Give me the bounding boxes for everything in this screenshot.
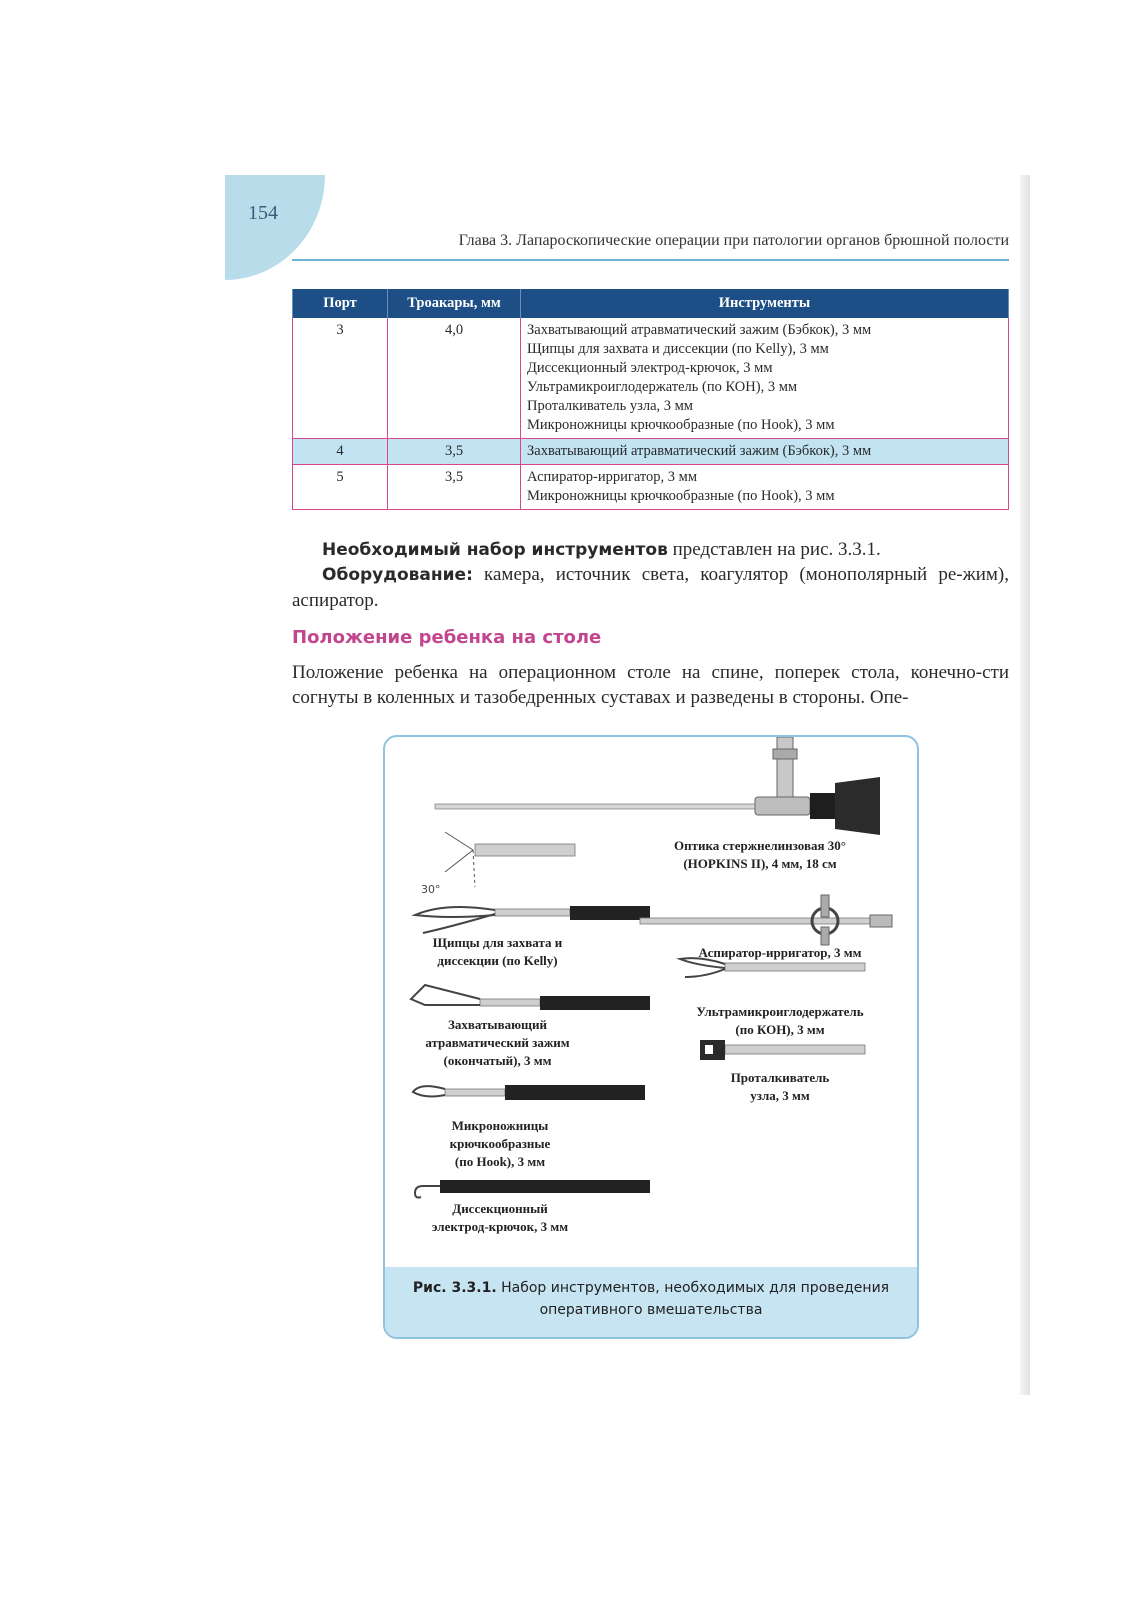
caption-text: Набор инструментов, необходимых для проведения оперативного вмешательства bbox=[496, 1280, 890, 1318]
page-number-tab bbox=[225, 175, 325, 280]
col-header-trocar: Троакары, мм bbox=[388, 289, 521, 318]
instrument-item: Микроножницы крючкообразные (по Hook), 3 мм bbox=[527, 417, 835, 433]
table-row bbox=[293, 318, 1009, 439]
label-aspirator-irrigator: Аспиратор-ирригатор, 3 мм bbox=[698, 945, 862, 960]
aspirator-irrigator-image bbox=[640, 895, 892, 945]
cell-instruments bbox=[521, 439, 1009, 465]
instrument-item: Диссекционный электрод-крючок, 3 мм bbox=[527, 360, 773, 376]
instrument-item: Аспиратор-ирригатор, 3 мм bbox=[527, 469, 697, 485]
hook-scissors-image bbox=[413, 1085, 645, 1100]
cell-instruments bbox=[521, 318, 1009, 439]
label-hook-electrode: Диссекционный электрод-крючок, 3 мм bbox=[431, 1201, 569, 1234]
cell-port: 4 bbox=[293, 439, 388, 465]
cell-port: 5 bbox=[293, 465, 388, 510]
running-head: Глава 3. Лапароскопические операции при патологии органов брюшной полости bbox=[458, 232, 1009, 249]
section-heading: Положение ребенка на столе bbox=[292, 627, 602, 648]
label-optic: Оптика стержнелинзовая 30° (HOPKINS II), 4 мм, 18 см bbox=[674, 838, 846, 871]
hook-electrode-image bbox=[415, 1180, 650, 1198]
label-needle-holder: Ультрамикроиглодержатель (по КОН), 3 мм bbox=[696, 1004, 864, 1037]
bold-term: Оборудование: bbox=[322, 565, 473, 585]
paragraph-equipment bbox=[292, 562, 1009, 613]
page-edge-shadow bbox=[1020, 175, 1030, 1395]
header-rule bbox=[292, 259, 1009, 261]
col-header-instruments: Инструменты bbox=[521, 289, 1009, 318]
label-babcock-clamp: Захватывающий атравматический зажим (окончатый), 3 мм bbox=[425, 1017, 570, 1068]
angle-label: 30° bbox=[421, 883, 441, 896]
knot-pusher-image bbox=[700, 1040, 865, 1060]
instrument-figure bbox=[383, 735, 919, 1339]
table-row bbox=[293, 465, 1009, 510]
kelly-forceps-image bbox=[415, 906, 650, 933]
paragraph-position: Положение ребенка на операционном столе на спине, поперек стола, конечно-сти согнуты в коленных и тазобедренных суставах и разведены в стороны. Опе- bbox=[292, 662, 1009, 708]
figure-caption bbox=[385, 1267, 917, 1337]
table-row-highlighted bbox=[293, 439, 1009, 465]
instrument-item: Захватывающий атравматический зажим (Бэбкок), 3 мм bbox=[527, 443, 872, 459]
instrument-item: Щипцы для захвата и диссекции (по Kelly), 3 мм bbox=[527, 341, 829, 357]
cell-trocar: 3,5 bbox=[388, 465, 521, 510]
optic-tip-image bbox=[445, 832, 575, 887]
paragraph-instrument-set bbox=[292, 537, 1009, 563]
paragraph-text: представлен на рис. 3.3.1. bbox=[667, 539, 881, 560]
table-header-row bbox=[293, 289, 1009, 318]
instrument-item: Микроножницы крючкообразные (по Hook), 3 мм bbox=[527, 488, 835, 504]
paragraph-text: камера, источник света, коагулятор (монополярный ре-жим), аспиратор. bbox=[292, 564, 1009, 611]
instrument-item: Проталкиватель узла, 3 мм bbox=[527, 398, 693, 414]
instrument-item: Захватывающий атравматический зажим (Бэбкок), 3 мм bbox=[527, 322, 872, 338]
label-hook-scissors: Микроножницы крючкообразные (по Hook), 3 мм bbox=[449, 1118, 551, 1169]
label-knot-pusher: Проталкиватель узла, 3 мм bbox=[730, 1070, 830, 1103]
instrument-item: Ультрамикроиглодержатель (по КОН), 3 мм bbox=[527, 379, 798, 395]
cell-trocar: 4,0 bbox=[388, 318, 521, 439]
cell-instruments bbox=[521, 465, 1009, 510]
caption-number: Рис. 3.3.1. bbox=[412, 1280, 497, 1296]
label-kelly-forceps: Щипцы для захвата и диссекции (по Kelly) bbox=[432, 935, 563, 968]
col-header-port: Порт bbox=[293, 289, 388, 318]
page-number: 154 bbox=[248, 202, 278, 224]
bold-term: Необходимый набор инструментов bbox=[322, 540, 668, 560]
optic-telescope-image bbox=[435, 737, 880, 835]
babcock-clamp-image bbox=[411, 985, 650, 1010]
ports-table bbox=[292, 289, 1009, 510]
cell-port: 3 bbox=[293, 318, 388, 439]
cell-trocar: 3,5 bbox=[388, 439, 521, 465]
